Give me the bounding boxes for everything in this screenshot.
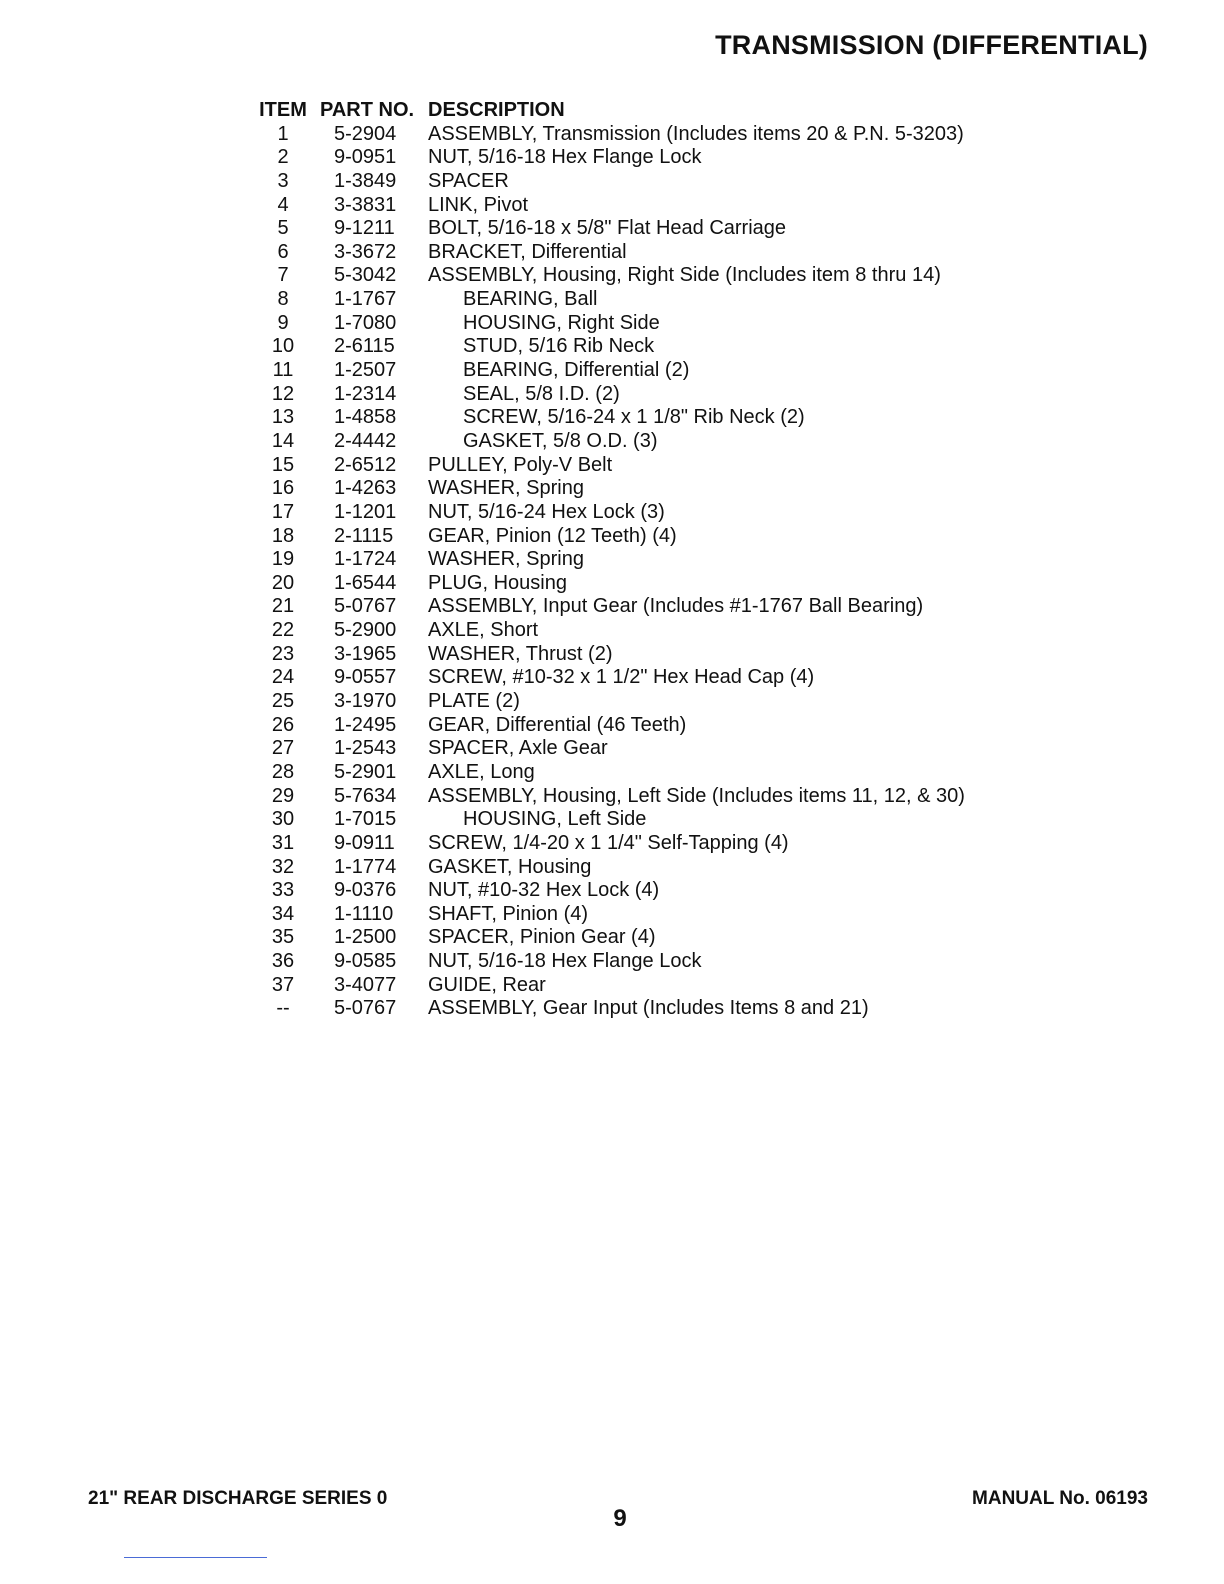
table-row [258,879,1058,903]
row-description: GUIDE, Rear [428,973,546,996]
table-row [258,595,1058,619]
row-description: SCREW, #10-32 x 1 1/2" Hex Head Cap (4) [428,666,815,689]
row-description: STUD, 5/16 Rib Neck [463,335,655,358]
row-item-number: 22 [271,619,295,642]
row-item-number: 28 [271,760,295,783]
row-part-number: 1-1110 [334,902,394,925]
row-description: AXLE, Long [428,760,535,783]
row-description: NUT, 5/16-24 Hex Lock (3) [428,500,665,523]
row-part-number: 1-1201 [334,500,397,523]
row-item-number: 9 [277,311,289,334]
row-description: ASSEMBLY, Transmission (Includes items 20 & P.N. 5-3203) [428,122,964,145]
row-item-number: 24 [271,666,295,689]
row-item-number: 14 [271,429,295,452]
row-item-number: 17 [271,500,295,523]
row-item-number: 10 [271,335,295,358]
table-row [258,170,1058,194]
row-item-number: 20 [271,571,295,594]
table-row [258,785,1058,809]
row-part-number: 1-4858 [334,406,397,429]
row-part-number: 9-0585 [334,950,397,973]
table-row [258,808,1058,832]
row-part-number: 5-2904 [334,122,397,145]
row-item-number: 15 [271,453,295,476]
table-row [258,312,1058,336]
row-description: SCREW, 1/4-20 x 1 1/4" Self-Tapping (4) [428,831,789,854]
row-description: GEAR, Pinion (12 Teeth) (4) [428,524,677,547]
row-description: SPACER [428,169,509,192]
row-item-number: 21 [271,595,295,618]
row-part-number: 1-2507 [334,359,397,382]
row-description: SPACER, Pinion Gear (4) [428,926,656,949]
table-row [258,501,1058,525]
table-row [258,974,1058,998]
row-item-number: 6 [277,240,289,263]
table-row [258,335,1058,359]
row-part-number: 9-1211 [334,217,395,240]
page-number: 9 [613,1505,627,1532]
row-description: NUT, 5/16-18 Hex Flange Lock [428,146,702,169]
table-row [258,926,1058,950]
table-row [258,288,1058,312]
row-description: PLATE (2) [428,690,520,713]
row-description: GASKET, Housing [428,855,592,878]
row-item-number: 13 [271,406,295,429]
footer-manual-number: MANUAL No. 06193 [972,1488,1148,1509]
row-item-number: 3 [277,169,289,192]
row-description: BOLT, 5/16-18 x 5/8" Flat Head Carriage [428,217,787,240]
row-part-number: 9-0376 [334,879,397,902]
row-part-number: 1-2314 [334,382,397,405]
row-part-number: 5-0767 [334,595,397,618]
table-row [258,123,1058,147]
row-part-number: 5-7634 [334,784,397,807]
table-body [258,123,1058,1021]
header-part-no: PART NO. [320,99,415,121]
row-part-number: 5-0767 [334,997,397,1020]
table-row [258,264,1058,288]
row-part-number: 1-1774 [334,855,397,878]
row-item-number: 37 [271,973,295,996]
row-item-number: 25 [271,690,295,713]
table-row [258,714,1058,738]
row-description: LINK, Pivot [428,193,529,216]
table-row [258,430,1058,454]
row-part-number: 1-2543 [334,737,397,760]
row-description: PLUG, Housing [428,571,567,594]
row-item-number: 16 [271,477,295,500]
row-item-number: 7 [277,264,289,287]
row-part-number: 2-6512 [334,453,397,476]
table-row [258,690,1058,714]
row-part-number: 5-2900 [334,619,397,642]
table-row [258,194,1058,218]
table-row [258,572,1058,596]
table-row [258,903,1058,927]
row-description: SCREW, 5/16-24 x 1 1/8" Rib Neck (2) [463,406,805,429]
row-item-number: 18 [271,524,295,547]
table-row [258,383,1058,407]
table-row [258,619,1058,643]
row-part-number: 3-1965 [334,642,397,665]
row-item-number: 27 [271,737,295,760]
row-item-number: 30 [271,808,295,831]
row-item-number: 32 [271,855,295,878]
table-row [258,359,1058,383]
row-part-number: 9-0911 [334,831,395,854]
row-description: PULLEY, Poly-V Belt [428,453,613,476]
row-item-number: 33 [271,879,295,902]
row-part-number: 2-4442 [334,429,397,452]
table-row [258,146,1058,170]
row-description: ASSEMBLY, Input Gear (Includes #1-1767 Ball Bearing) [428,595,924,618]
row-item-number: 29 [271,784,295,807]
row-item-number: 2 [277,146,289,169]
row-part-number: 1-2495 [334,713,397,736]
row-description: ASSEMBLY, Housing, Left Side (Includes items 11, 12, & 30) [428,784,965,807]
row-part-number: 2-6115 [334,335,395,358]
row-item-number: 23 [271,642,295,665]
row-description: WASHER, Thrust (2) [428,642,613,665]
row-description: SPACER, Axle Gear [428,737,608,760]
row-part-number: 3-3672 [334,240,397,263]
table-row [258,761,1058,785]
row-description: ASSEMBLY, Gear Input (Includes Items 8 and 21) [428,997,869,1020]
row-item-number: 5 [277,217,289,240]
row-part-number: 9-0557 [334,666,397,689]
row-description: WASHER, Spring [428,477,584,500]
footer-rule [124,1557,267,1558]
row-part-number: 5-2901 [334,760,397,783]
row-item-number: 26 [271,713,295,736]
footer-series: 21" REAR DISCHARGE SERIES 0 [88,1488,388,1509]
header-item: ITEM [259,99,307,121]
header-description: DESCRIPTION [428,99,565,121]
table-row [258,737,1058,761]
row-part-number: 1-6544 [334,571,397,594]
row-item-number: 36 [271,950,295,973]
table-row [258,406,1058,430]
row-part-number: 1-3849 [334,169,397,192]
row-description: NUT, 5/16-18 Hex Flange Lock [428,950,702,973]
table-row [258,454,1058,478]
row-item-number: 31 [271,831,295,854]
row-part-number: 9-0951 [334,146,397,169]
row-part-number: 3-3831 [334,193,397,216]
row-part-number: 1-7015 [334,808,397,831]
row-item-number: 11 [272,359,294,382]
row-description: AXLE, Short [428,619,539,642]
row-item-number: 8 [277,288,289,311]
row-description: SEAL, 5/8 I.D. (2) [463,382,620,405]
row-part-number: 1-2500 [334,926,397,949]
row-description: GASKET, 5/8 O.D. (3) [463,429,658,452]
row-part-number: 1-7080 [334,311,397,334]
row-part-number: 1-1724 [334,548,397,571]
table-row [258,548,1058,572]
table-row [258,643,1058,667]
row-part-number: 3-4077 [334,973,397,996]
row-description: HOUSING, Left Side [463,808,647,831]
row-item-number: 1 [277,122,289,145]
row-description: WASHER, Spring [428,548,584,571]
row-description: GEAR, Differential (46 Teeth) [428,713,687,736]
table-row [258,666,1058,690]
row-part-number: 3-1970 [334,690,397,713]
page-title: TRANSMISSION (DIFFERENTIAL) [715,30,1148,60]
row-description: ASSEMBLY, Housing, Right Side (Includes item 8 thru 14) [428,264,941,287]
table-row [258,950,1058,974]
row-part-number: 1-4263 [334,477,397,500]
row-item-number: 4 [277,193,289,216]
row-part-number: 5-3042 [334,264,397,287]
row-description: SHAFT, Pinion (4) [428,902,589,925]
row-description: BRACKET, Differential [428,240,627,263]
table-row [258,477,1058,501]
row-description: BEARING, Ball [463,288,598,311]
row-part-number: 2-1115 [334,524,394,547]
row-part-number: 1-1767 [334,288,397,311]
table-row [258,856,1058,880]
row-item-number: 35 [271,926,295,949]
parts-table [258,99,1058,1021]
row-item-number: -- [276,997,290,1020]
row-description: NUT, #10-32 Hex Lock (4) [428,879,660,902]
table-row [258,997,1058,1021]
table-row [258,832,1058,856]
row-item-number: 12 [271,382,295,405]
row-item-number: 34 [271,902,295,925]
table-row [258,525,1058,549]
row-item-number: 19 [271,548,295,571]
table-row [258,217,1058,241]
row-description: BEARING, Differential (2) [463,359,690,382]
table-header [258,99,1058,123]
table-row [258,241,1058,265]
row-description: HOUSING, Right Side [463,311,660,334]
